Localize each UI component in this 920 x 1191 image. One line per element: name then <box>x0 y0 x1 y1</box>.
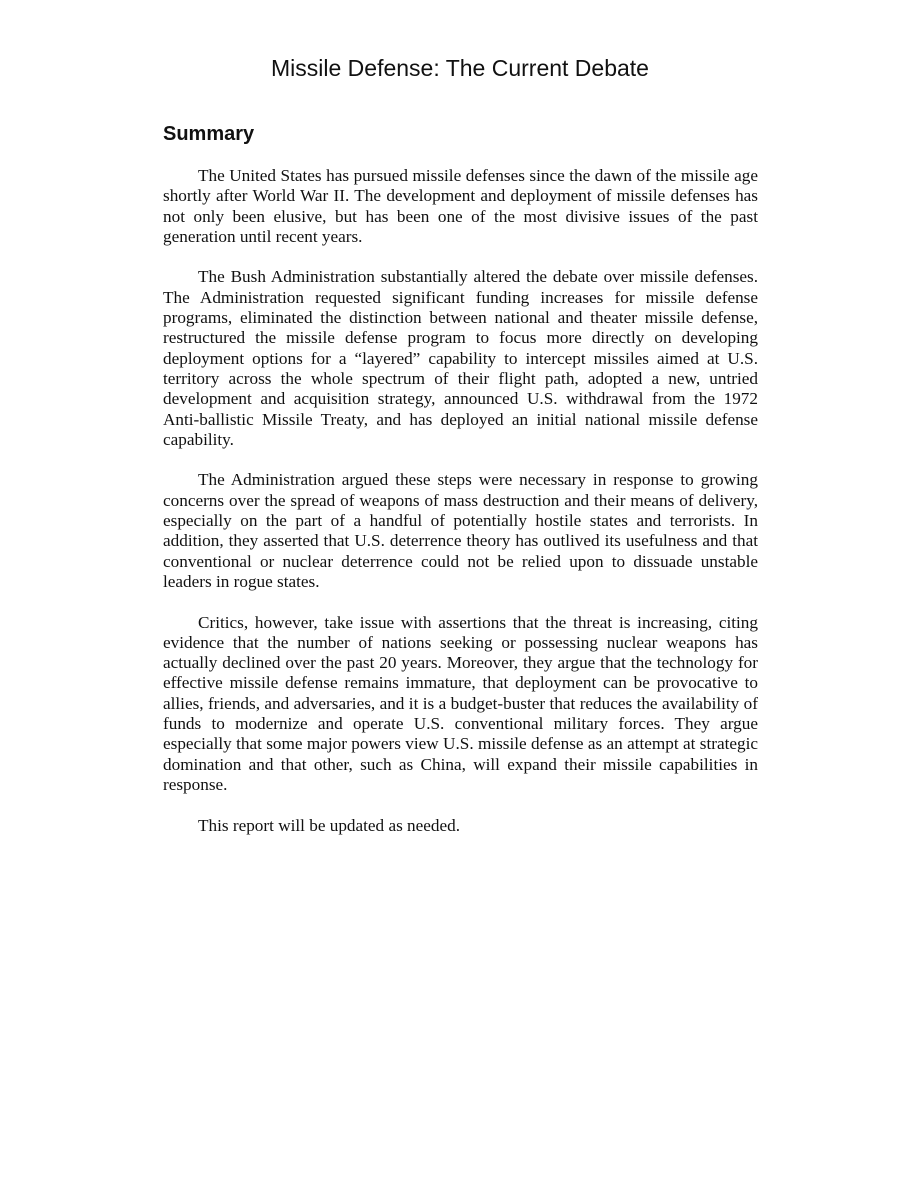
paragraph-3: The Administration argued these steps were necessary in response to growing concerns over the spread of weapons of mass destruction and their means of delivery, especially on the part of a handful of potentially hostile states and terrorists. In addition, they asserted that U.S. deterrence theory has outlived its usefulness and that conventional or nuclear deterrence could not be relied upon to dissuade unstable leaders in rogue states. <box>163 470 758 591</box>
section-heading-summary: Summary <box>163 123 255 145</box>
paragraph-5: This report will be updated as needed. <box>198 815 461 835</box>
paragraph-2: The Bush Administration substantially altered the debate over missile defenses. The Administration requested significant funding increases for missile defense programs, eliminated the distinction between national and theater missile defense, restructured the missile defense program to focus more directly on developing deployment options for a “layered” capability to intercept missiles aimed at U.S. territory across the whole spectrum of their flight path, adopted a new, untried development and acquisition strategy, announced U.S. withdrawal from the 1972 Anti-ballistic Missile Treaty, and has deployed an initial national missile defense capability. <box>163 267 758 449</box>
document-title: Missile Defense: The Current Debate <box>271 55 649 81</box>
summary-body <box>163 166 758 856</box>
paragraph-4: Critics, however, take issue with assertions that the threat is increasing, citing evidence that the number of nations seeking or possessing nuclear weapons has actually declined over the past 20 years. Moreover, they argue that the technology for effective missile defense remains immature, that deployment can be provocative to allies, friends, and adversaries, and it is a budget-buster that reduces the availability of funds to modernize and operate U.S. conventional military forces. They argue especially that some major powers view U.S. missile defense as an attempt at strategic domination and that other, such as China, will expand their missile capabilities in response. <box>163 612 758 794</box>
paragraph-1: The United States has pursued missile defenses since the dawn of the missile age shortly after World War II. The development and deployment of missile defenses has not only been elusive, but has been one of the most divisive issues of the past generation until recent years. <box>163 166 758 246</box>
